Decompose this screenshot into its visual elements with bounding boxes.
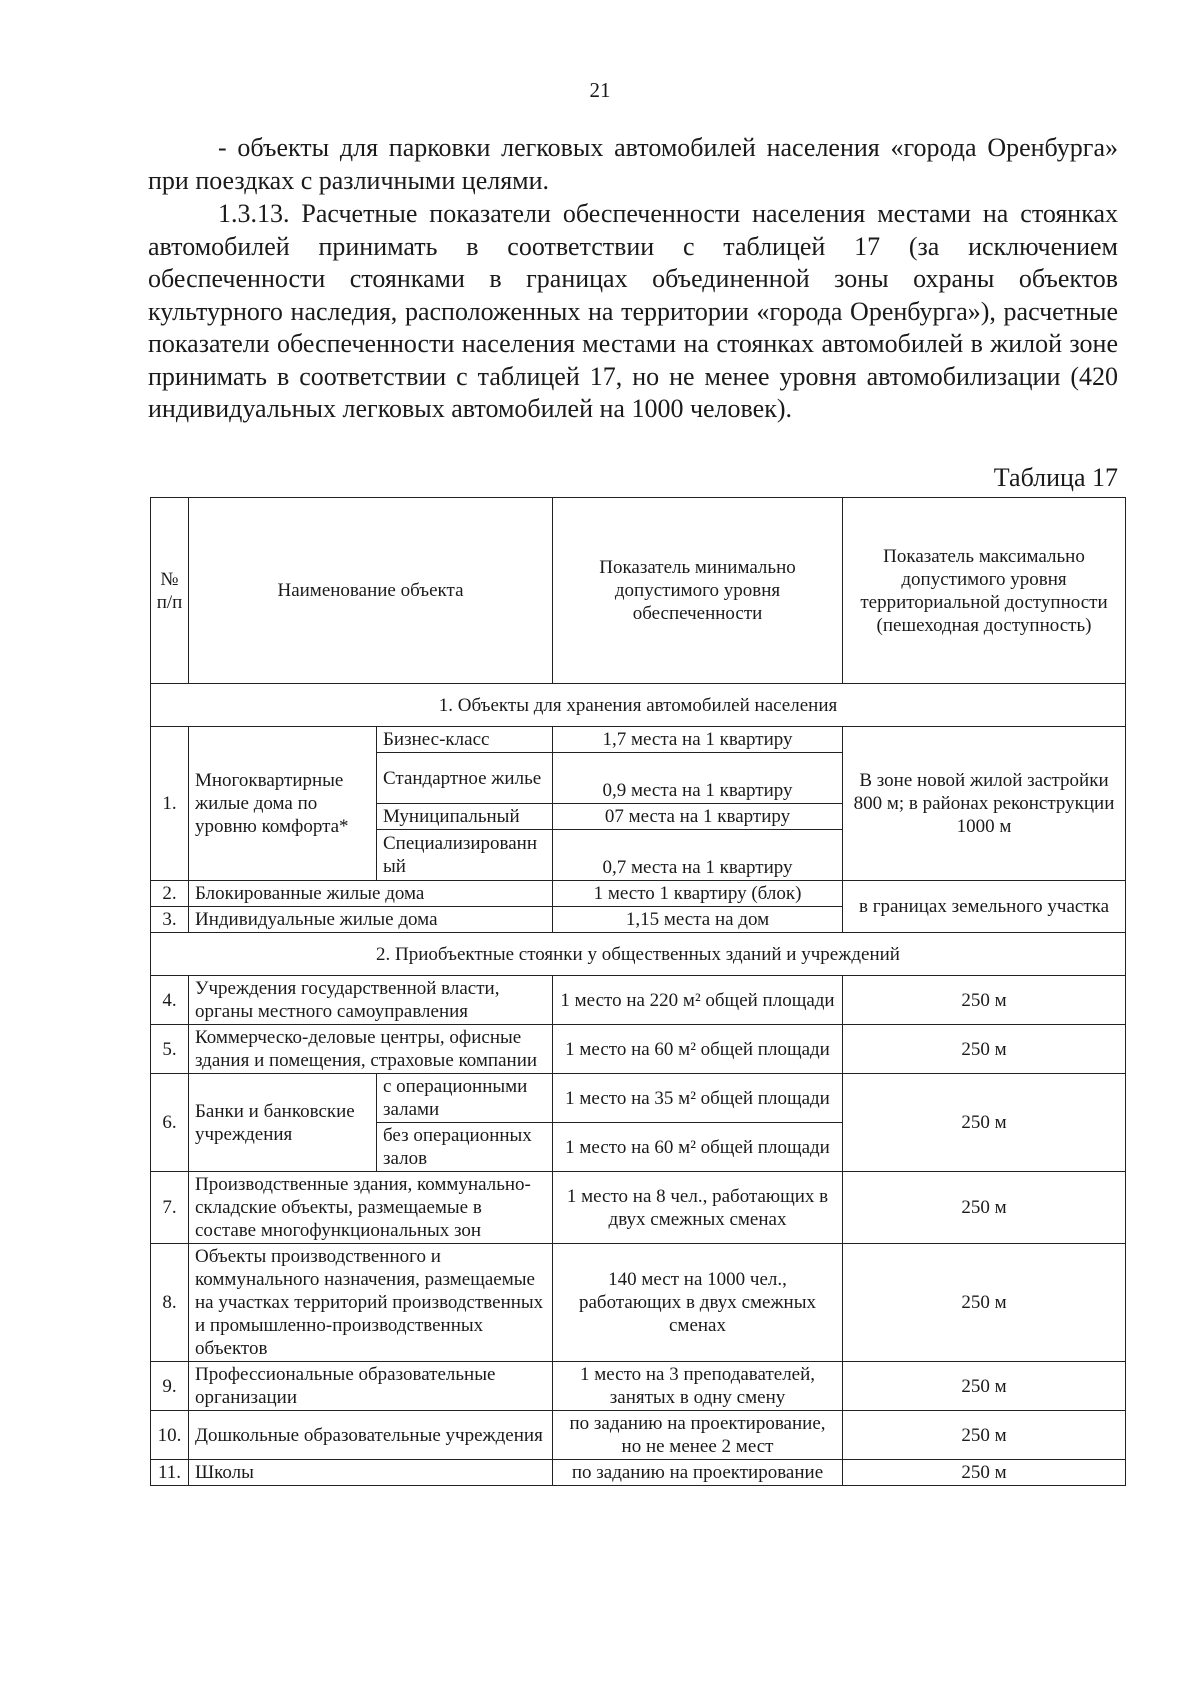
section-row bbox=[151, 933, 1126, 976]
row-max: 250 м bbox=[843, 1460, 1126, 1486]
row-max: 250 м bbox=[843, 1025, 1126, 1074]
paragraph: 1.3.13. Расчетные показатели обеспеченности населения местами на стоянках автомобилей принимать в соответствии с таблицей 17 (за исключением обеспеченности стоянками в границах объединенной зоны охраны объектов культурного наследия, расположенных на территории «города Оренбурга»), расчетные показатели обеспеченности населения местами на стоянках автомобилей в жилой зоне принимать в соответствии с таблицей 17, но не менее уровня автомобилизации (420 индивидуальных легковых автомобилей на 1000 человек). bbox=[148, 199, 1118, 423]
row-max: 250 м bbox=[843, 1172, 1126, 1244]
row-min: 07 места на 1 квартиру bbox=[553, 804, 843, 830]
sub-name: Специализированный bbox=[377, 830, 553, 881]
sub-name: с операционными залами bbox=[377, 1074, 553, 1123]
row-min: 1 место 1 квартиру (блок) bbox=[553, 881, 843, 907]
row-max: 250 м bbox=[843, 1362, 1126, 1411]
table-row bbox=[151, 1244, 1126, 1362]
row-max: 250 м bbox=[843, 1244, 1126, 1362]
table-row bbox=[151, 976, 1126, 1025]
row-num: 6. bbox=[151, 1074, 189, 1172]
table-row bbox=[151, 1362, 1126, 1411]
row-num: 10. bbox=[151, 1411, 189, 1460]
row-min: 1 место на 220 м² общей площади bbox=[553, 976, 843, 1025]
sub-name: Стандартное жилье bbox=[377, 753, 553, 804]
row-name: Учреждения государственной власти, органы местного самоуправления bbox=[189, 976, 553, 1025]
row-name: Дошкольные образовательные учреждения bbox=[189, 1411, 553, 1460]
header-name: Наименование объекта bbox=[189, 498, 553, 684]
row-num: 11. bbox=[151, 1460, 189, 1486]
table-row bbox=[151, 1172, 1126, 1244]
row-max: В зоне новой жилой застройки 800 м; в районах реконструкции 1000 м bbox=[843, 727, 1126, 881]
table-row bbox=[151, 881, 1126, 907]
row-num: 8. bbox=[151, 1244, 189, 1362]
table-row bbox=[151, 1025, 1126, 1074]
row-num: 5. bbox=[151, 1025, 189, 1074]
section-title: 1. Объекты для хранения автомобилей населения bbox=[151, 684, 1126, 727]
row-name: Многоквартирные жилые дома по уровню комфорта* bbox=[189, 727, 377, 881]
page-number: 21 bbox=[589, 78, 611, 102]
section-row bbox=[151, 684, 1126, 727]
header-max: Показатель максимально допустимого уровня территориальной доступности (пешеходная доступность) bbox=[843, 498, 1126, 684]
row-name: Блокированные жилые дома bbox=[189, 881, 553, 907]
row-min: 140 мест на 1000 чел., работающих в двух смежных сменах bbox=[553, 1244, 843, 1362]
table-caption: Таблица 17 bbox=[993, 463, 1118, 492]
sub-name: без операционных залов bbox=[377, 1123, 553, 1172]
header-min: Показатель минимально допустимого уровня обеспеченности bbox=[553, 498, 843, 684]
row-min: 0,7 места на 1 квартиру bbox=[553, 830, 843, 881]
row-name: Банки и банковские учреждения bbox=[189, 1074, 377, 1172]
row-num: 3. bbox=[151, 907, 189, 933]
table-row bbox=[151, 1074, 1126, 1123]
row-name: Школы bbox=[189, 1460, 553, 1486]
table-header-row bbox=[151, 498, 1126, 684]
parking-norms-table bbox=[150, 497, 1126, 1486]
row-min: 1 место на 60 м² общей площади bbox=[553, 1123, 843, 1172]
row-min: 1,15 места на дом bbox=[553, 907, 843, 933]
row-min: 1 место на 8 чел., работающих в двух смежных сменах bbox=[553, 1172, 843, 1244]
table-row bbox=[151, 727, 1126, 753]
row-max: 250 м bbox=[843, 976, 1126, 1025]
table-row bbox=[151, 1411, 1126, 1460]
row-name: Объекты производственного и коммунального назначения, размещаемые на участках территорий производственных и промышленно-производственных объектов bbox=[189, 1244, 553, 1362]
row-max: 250 м bbox=[843, 1411, 1126, 1460]
header-num: № п/п bbox=[151, 498, 189, 684]
row-max: 250 м bbox=[843, 1074, 1126, 1172]
row-num: 4. bbox=[151, 976, 189, 1025]
row-num: 9. bbox=[151, 1362, 189, 1411]
row-min: 1 место на 35 м² общей площади bbox=[553, 1074, 843, 1123]
row-name: Производственные здания, коммунально-складские объекты, размещаемые в составе многофункциональных зон bbox=[189, 1172, 553, 1244]
row-min: по заданию на проектирование bbox=[553, 1460, 843, 1486]
row-min: 1 место на 3 преподавателей, занятых в одну смену bbox=[553, 1362, 843, 1411]
row-num: 7. bbox=[151, 1172, 189, 1244]
table-row bbox=[151, 1460, 1126, 1486]
row-name: Индивидуальные жилые дома bbox=[189, 907, 553, 933]
row-name: Коммерческо-деловые центры, офисные здания и помещения, страховые компании bbox=[189, 1025, 553, 1074]
sub-name: Муниципальный bbox=[377, 804, 553, 830]
row-num: 2. bbox=[151, 881, 189, 907]
row-min: по заданию на проектирование, но не менее 2 мест bbox=[553, 1411, 843, 1460]
row-max: в границах земельного участка bbox=[843, 881, 1126, 933]
row-min: 1,7 места на 1 квартиру bbox=[553, 727, 843, 753]
section-title: 2. Приобъектные стоянки у общественных зданий и учреждений bbox=[151, 933, 1126, 976]
paragraph: - объекты для парковки легковых автомобилей населения «города Оренбурга» при поездках с различными целями. bbox=[148, 133, 1118, 195]
row-min: 1 место на 60 м² общей площади bbox=[553, 1025, 843, 1074]
row-num: 1. bbox=[151, 727, 189, 881]
sub-name: Бизнес-класс bbox=[377, 727, 553, 753]
row-min: 0,9 места на 1 квартиру bbox=[553, 753, 843, 804]
row-name: Профессиональные образовательные организации bbox=[189, 1362, 553, 1411]
